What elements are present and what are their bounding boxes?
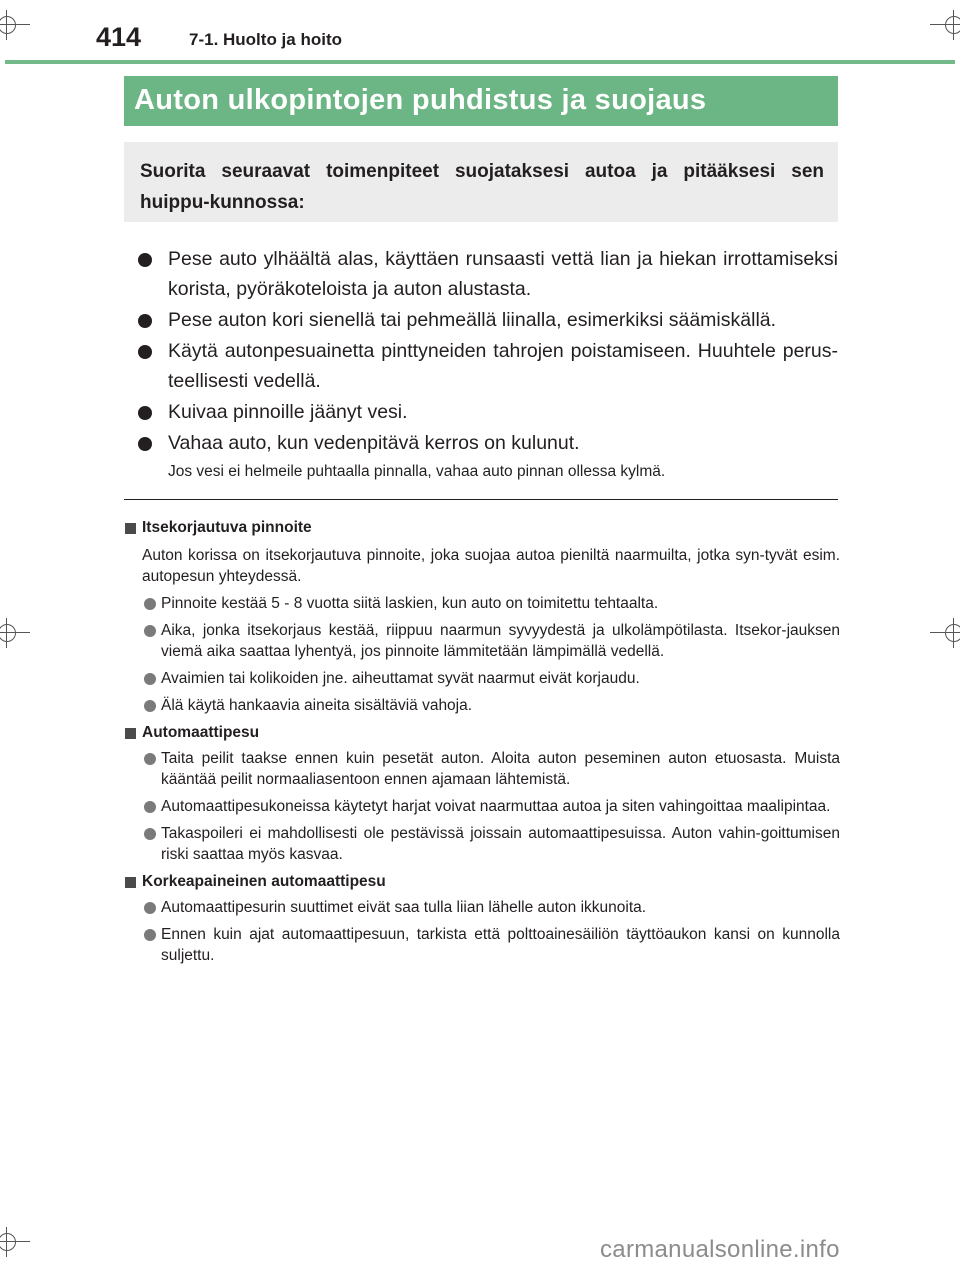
square-bullet-icon [125,728,136,739]
list-item [124,593,840,614]
list-item-text: Pese auto ylhäältä alas, käyttäen runsaasti vettä lian ja hiekan irrottamiseksi korista, pyöräkoteloista ja auton alustasta. [168,248,838,300]
list-item-text: Aika, jonka itsekorjaus kestää, riippuu naarmun syvyydestä ja ulkolämpötilasta. Itsekor-jauksen viemä aika saattaa lyhentyä, jos pinnoite lämmitetään lämpimällä vedellä. [161,622,840,660]
crop-mark-bottom-left [0,1225,40,1265]
list-item-text: Kuivaa pinnoille jäänyt vesi. [168,401,408,423]
list-item [124,620,840,662]
list-item [138,305,838,335]
list-item-text: Automaattipesurin suuttimet eivät saa tulla liian lähelle auton ikkunoita. [161,899,647,916]
subsection-heading [124,871,840,893]
bullet-icon [144,598,156,610]
header-rule [5,60,955,64]
list-item-text: Taita peilit taakse ennen kuin pesetät auton. Aloita auton peseminen auton etuosasta. Muista kääntää peilit normaaliasentoon ennen ajamaan lähtemistä. [161,750,840,788]
bullet-icon [144,801,156,813]
bullet-icon [144,700,156,712]
square-bullet-icon [125,877,136,888]
subsection-heading-text: Automaattipesu [142,724,260,741]
list-item [124,695,840,716]
page-number: 414 [96,22,142,52]
details-section [124,514,840,972]
list-item-text: Pinnoite kestää 5 - 8 vuotta siitä laskien, kun auto on toimitettu tehtaalta. [161,595,659,612]
section-divider [124,499,838,500]
list-item-text: Vahaa auto, kun vedenpitävä kerros on kulunut. [168,432,580,454]
section-title-bar [124,76,838,126]
bullet-icon [138,345,152,359]
crop-mark-top-right [920,0,960,40]
list-item-text: Avaimien tai kolikoiden jne. aiheuttamat syvät naarmut eivät korjaudu. [161,670,640,687]
subsection-heading-text: Korkeapaineinen automaattipesu [142,873,386,890]
bullet-icon [138,406,152,420]
bullet-icon [144,929,156,941]
cleaning-steps-list [138,244,838,459]
bullet-icon [138,314,152,328]
list-item [138,244,838,304]
subsection-heading-text: Itsekorjautuva pinnoite [142,519,312,536]
bullet-icon [144,828,156,840]
bullet-icon [144,902,156,914]
bullet-icon [138,437,152,451]
list-item [124,796,840,817]
wax-note: Jos vesi ei helmeile puhtaalla pinnalla, vahaa auto pinnan ollessa kylmä. [168,463,666,480]
list-item-text: Ennen kuin ajat automaattipesuun, tarkista että polttoainesäiliön täyttöaukon kansi on kunnolla suljettu. [161,926,840,964]
list-item [138,397,838,427]
watermark-link[interactable]: carmanualsonline.info [600,1236,840,1263]
list-item [124,668,840,689]
crop-mark-middle-left [0,614,40,654]
list-item-text: Automaattipesukoneissa käytetyt harjat voivat naarmuttaa autoa ja siten vahingoittaa maalipintaa. [161,798,831,815]
subsection-heading [124,517,840,539]
subsection-paragraph: Auton korissa on itsekorjautuva pinnoite, joka suojaa autoa pieniltä naarmuilta, jotka syn-tyvät esim. autopesun yhteydessä. [142,547,840,585]
list-item [124,748,840,790]
bullet-icon [138,253,152,267]
list-item [124,823,840,865]
list-item [124,897,840,918]
section-reference: 7-1. Huolto ja hoito [189,30,342,49]
list-item-text: Takaspoileri ei mahdollisesti ole pestävissä joissain automaattipesuissa. Auton vahin-goittumisen riski saattaa myös kasvaa. [161,825,840,863]
square-bullet-icon [125,523,136,534]
subsection-heading [124,722,840,744]
list-item [124,924,840,966]
intro-text: Suorita seuraavat toimenpiteet suojataksesi autoa ja pitääksesi sen huippu-kunnossa: [140,161,824,213]
bullet-icon [144,625,156,637]
list-item-text: Pese auton kori sienellä tai pehmeällä liinalla, esimerkiksi säämiskällä. [168,309,777,331]
list-item-text: Älä käytä hankaavia aineita sisältäviä vahoja. [161,697,473,714]
intro-box [124,142,838,222]
list-item-text: Käytä autonpesuainetta pinttyneiden tahrojen poistamiseen. Huuhtele perus-teellisesti vedellä. [168,340,838,392]
crop-mark-top-left [0,0,40,40]
list-item [138,336,838,396]
bullet-icon [144,753,156,765]
list-item [138,428,838,458]
bullet-icon [144,673,156,685]
crop-mark-middle-right [920,614,960,654]
section-title: Auton ulkopintojen puhdistus ja suojaus [134,84,707,116]
